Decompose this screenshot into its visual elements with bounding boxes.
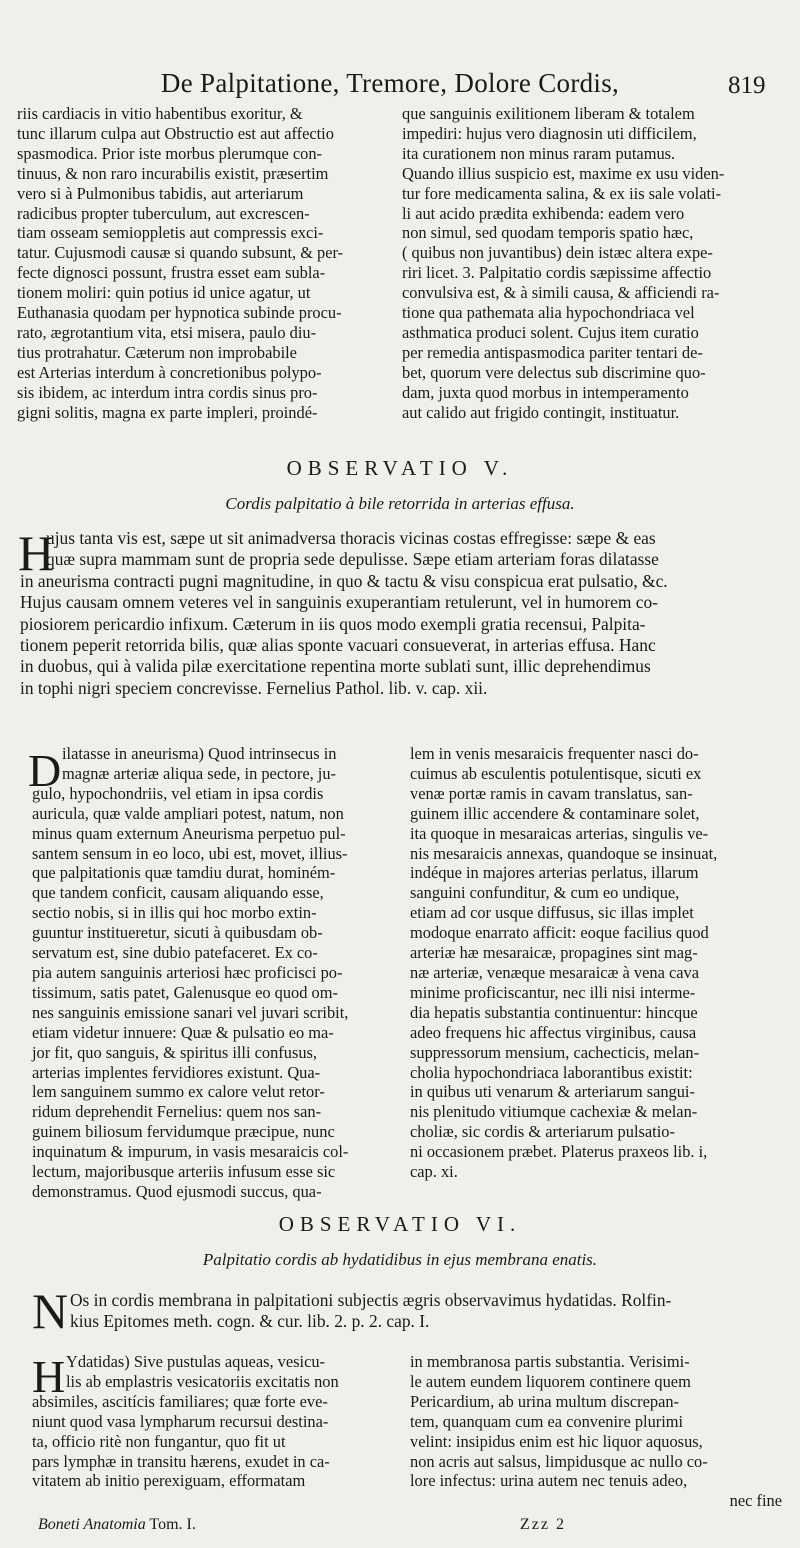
text-line: vero si à Pulmonibus tabidis, aut arteriarum xyxy=(17,183,304,203)
footer-volume: Tom. I. xyxy=(149,1516,196,1533)
text-line: tissimum, satis patet, Galenusque eo quod om- xyxy=(32,982,338,1002)
text-line: Euthanasia quodam per hypnotica subinde procu- xyxy=(17,303,342,323)
text-line: quæ supra mammam sunt de propria sede depulisse. Sæpe etiam arteriam foras dilatasse xyxy=(46,549,659,570)
text-line: servatum est, sine dubio patefaceret. Ex co- xyxy=(32,943,318,963)
text-line: ilatasse in aneurisma) Quod intrinsecus in xyxy=(62,744,337,763)
text-line: arterias implentes fervidiores existunt. Qua- xyxy=(32,1062,321,1082)
observation-6-subtitle: Palpitatio cordis ab hydatidibus in ejus membrana enatis. xyxy=(202,1250,598,1269)
text-line: tunc illarum culpa aut Obstructio est aut affectio xyxy=(17,123,334,143)
observation-5-title: OBSERVATIO V. xyxy=(286,456,514,480)
text-line: ujus tanta vis est, sæpe ut sit animadversa thoracis vicinas costas effregisse: sæpe & eas xyxy=(46,528,656,548)
text-line: fecte dignosci possunt, frustra esset eam subla- xyxy=(17,263,326,283)
text-line: in aneurisma contracti pugni magnitudine, in quo & tactu & visu conspicua erat pulsatio, &c. xyxy=(20,570,668,591)
text-line: impediri: hujus vero diagnosin uti difficilem, xyxy=(402,123,697,143)
text-line: ta, officio ritè non fungantur, quo fit ut xyxy=(32,1431,286,1451)
footer-signature-left xyxy=(38,1516,196,1534)
text-line: radicibus propter tuberculum, aut excrescen- xyxy=(17,203,310,223)
text-line: in membranosa partis substantia. Verisimi- xyxy=(410,1352,690,1371)
observation-6-right-column xyxy=(410,1352,782,1511)
observation-6-intro xyxy=(70,1290,780,1333)
text-line: indéque in majores arterias perlatus, illarum xyxy=(410,863,699,883)
text-line: est Arterias interdum à concretionibus polypo- xyxy=(17,362,322,382)
text-line: riis cardiacis in vitio habentibus exoritur, & xyxy=(17,104,303,123)
text-line: tatur. Cujusmodi causæ si quando subsunt, & per- xyxy=(17,243,344,263)
text-line: etiam videtur innuere: Quæ & pulsatio eo ma- xyxy=(32,1022,334,1042)
text-line: pia autem sanguinis arteriosi hæc proficisci po- xyxy=(32,962,343,982)
text-line: magnæ arteriæ aliqua sede, in pectore, ju- xyxy=(62,763,336,783)
text-line: pars lymphæ in transitu hærens, exudet in ca- xyxy=(32,1451,330,1471)
text-line: tinuus, & non raro incurabilis existit, præsertim xyxy=(17,163,329,183)
drop-cap: H xyxy=(18,525,55,581)
scholion-right-column xyxy=(410,744,782,1182)
text-line: dam, juxta quod morbus in intemperamento xyxy=(402,382,689,402)
text-line: vitatem ab initio perexiguam, efformatam xyxy=(32,1471,306,1491)
text-line: tur fore medicamenta salina, & ex iis sale volati- xyxy=(402,183,722,203)
text-line: cuimus ab esculentis potulentisque, sicuti ex xyxy=(410,763,702,783)
observation-5-text xyxy=(18,525,780,699)
text-line: dia hepatis substantia continuentur: hincque xyxy=(410,1002,698,1022)
observation-6-left-column xyxy=(32,1352,394,1491)
text-line: ridum deprehendit Fernelius: quem nos san- xyxy=(32,1102,322,1122)
observation-5-subtitle: Cordis palpitatio à bile retorrida in arterias effusa. xyxy=(225,494,575,513)
text-line: piosiorem pericardio infixum. Cæterum in iis quos modo exempli gratia recensui, Palpita- xyxy=(20,613,646,634)
text-line: tiam osseam semioppletis aut compressis exci- xyxy=(17,223,324,243)
text-line: Os in cordis membrana in palpitationi subjectis ægris observavimus hydatidas. Rolfin- xyxy=(70,1290,672,1310)
text-line: lectum, majoribusque arteriis infusum esse sic xyxy=(32,1162,336,1182)
text-line: in quibus uti venarum & arteriarum sangui- xyxy=(410,1082,695,1102)
text-line: suppressorum mensium, cachecticis, melan- xyxy=(410,1042,700,1062)
text-line: ita quoque in mesaraicas arterias, singulis ve- xyxy=(410,823,709,843)
text-line: cap. xi. xyxy=(410,1162,458,1182)
text-line: guuntur institueretur, sicuti à quibusdam ob- xyxy=(32,923,323,943)
text-line: lis ab emplastris vesicatoriis excitatis non xyxy=(66,1371,339,1391)
text-line: sectio nobis, si in illis qui hoc morbo extin- xyxy=(32,903,317,923)
text-line: Ydatidas) Sive pustulas aqueas, vesicu- xyxy=(66,1352,326,1371)
text-line: li aut acido prædita exhibenda: eadem vero xyxy=(402,203,685,223)
text-line: non simul, sed quodam temporis spatio hæc, xyxy=(402,223,694,243)
text-line: absimiles, ascitícis familiares; quæ forte eve- xyxy=(32,1391,328,1411)
text-line: nis mesaraicis annexas, quandoque se insinuat, xyxy=(410,843,718,863)
text-line: sis ibidem, ac interdum intra cordis sinus pro- xyxy=(17,382,318,402)
text-line: riri licet. 3. Palpitatio cordis sæpissime affectio xyxy=(402,263,712,283)
text-line: minime proficiscantur, nec illi nisi interme- xyxy=(410,982,696,1002)
text-line: auricula, quæ valde ampliari potest, natum, non xyxy=(32,803,344,823)
text-line: næ arteriæ, venæque mesaraicæ à vena cava xyxy=(410,962,699,982)
text-line: guinem biliosum fervidumque præcipue, nunc xyxy=(32,1122,335,1142)
observation-6-title: OBSERVATIO VI. xyxy=(278,1212,522,1236)
text-line: jor fit, quo sanguis, & spiritus illi confusus, xyxy=(32,1042,318,1062)
text-line: Pericardium, ab urina multum discrepan- xyxy=(410,1391,679,1411)
text-line: convulsiva est, & à simili causa, & afficiendi ra- xyxy=(402,283,720,303)
text-line: per remedia antispasmodica pariter tentari de- xyxy=(402,342,703,362)
text-line: in tophi nigri speciem concrevisse. Fernelius Pathol. lib. v. cap. xii. xyxy=(20,677,488,698)
text-line: minus quam externum Aneurisma perpetuo pul- xyxy=(32,823,346,843)
text-line: inquinatum & impurum, in vasis mesaraicis col- xyxy=(32,1142,349,1162)
text-line: tione qua pathemata alia hypochondriaca vel xyxy=(402,303,695,323)
text-line: Hujus causam omnem veteres vel in sanguinis exuperantiam retulerunt, vel in humorem co- xyxy=(20,592,658,613)
text-line: que sanguinis exilitionem liberam & totalem xyxy=(402,104,695,123)
text-line: velint: insipidus enim est hic liquor aquosus, xyxy=(410,1431,703,1451)
text-line: cholia hypochondriaca laborantibus existit: xyxy=(410,1062,693,1082)
text-line: etiam ad cor usque diffusus, sic illas implet xyxy=(410,903,694,923)
text-line: ita curationem non minus raram putamus. xyxy=(402,143,676,163)
running-title: De Palpitatione, Tremore, Dolore Cordis, xyxy=(160,68,620,98)
text-line: tionem peperit retorrida bilis, quæ alias sponte vacuari consueverat, in arterias effusa. Hanc xyxy=(20,635,656,656)
text-line: demonstramus. Quod ejusmodi succus, qua- xyxy=(32,1181,322,1201)
page-number: 819 xyxy=(728,72,766,99)
text-line: tius protrahatur. Cæterum non improbabile xyxy=(17,342,297,362)
drop-cap: H xyxy=(32,1351,66,1402)
text-line: gulo, hypochondriis, vel etiam in ipsa cordis xyxy=(32,783,324,803)
text-line: aut calido aut frigido contingit, instituatur. xyxy=(402,402,680,422)
text-line: venæ portæ ramis in cavam translatus, san- xyxy=(410,783,693,803)
text-line: choliæ, sic cordis & arteriarum pulsatio- xyxy=(410,1122,675,1142)
text-line: bet, quorum vere delectus sub discrimine quo- xyxy=(402,362,706,382)
text-line: lore infectus: urina autem nec tenuis adeo, xyxy=(410,1471,688,1491)
text-line: ( quibus non juvantibus) dein istæc altera expe- xyxy=(402,243,713,263)
text-line: lem sanguinem summo ex calore velut retor- xyxy=(32,1082,325,1102)
drop-cap: D xyxy=(28,745,62,796)
text-line: in duobus, qui à valida pilæ exercitatione repentina morte sublati sunt, illic deprehendimus xyxy=(20,656,651,677)
footer-signature-mark: Zzz 2 xyxy=(520,1516,566,1533)
text-line: nis plenitudo vitiumque cachexiæ & melan- xyxy=(410,1102,698,1122)
text-line: arteriæ hæ mesaraicæ, propagines sint mag- xyxy=(410,943,698,963)
text-line: Quando illius suspicio est, maxime ex usu viden- xyxy=(402,163,725,183)
text-line: spasmodica. Prior iste morbus plerumque con- xyxy=(17,143,322,163)
top-left-column xyxy=(17,104,387,423)
text-line: nec fine xyxy=(729,1491,782,1511)
text-line: santem sensum in eo loco, ubi est, movet, illius- xyxy=(32,843,348,863)
text-line: rato, ægrotantium vita, etsi misera, paulo diu- xyxy=(17,322,317,342)
text-line: que palpitationis quæ tamdiu durat, hominém- xyxy=(32,863,336,883)
scholion-left-column xyxy=(32,744,390,1202)
text-line: ni occasionem præbet. Platerus praxeos lib. i, xyxy=(410,1142,708,1162)
text-line: adeo frequens hic affectus virginibus, causa xyxy=(410,1022,697,1042)
text-line: que tandem conficit, causam aliquando esse, xyxy=(32,883,324,903)
text-line: modoque enarrato afficit: eoque facilius quod xyxy=(410,923,709,943)
text-line: gigni solitis, magna ex parte impleri, proindé- xyxy=(17,402,318,422)
text-line: sanguini confunditur, & cum eo undique, xyxy=(410,883,680,903)
text-line: le autem eundem liquorem continere quem xyxy=(410,1371,691,1391)
text-line: lem in venis mesaraicis frequenter nasci do- xyxy=(410,744,699,763)
text-line: asthmatica produci solent. Cujus item curatio xyxy=(402,322,699,342)
footer-book-title: Boneti Anatomia xyxy=(38,1516,146,1533)
text-line: non acris aut salsus, limpidusque ac nullo co- xyxy=(410,1451,708,1471)
drop-cap: N xyxy=(32,1283,69,1339)
text-line: guinem illic accendere & contaminare solet, xyxy=(410,803,700,823)
text-line: kius Epitomes meth. cogn. & cur. lib. 2. p. 2. cap. I. xyxy=(70,1311,430,1332)
top-right-column xyxy=(402,104,774,423)
text-line: tem, quanquam cum ea convenire plurimi xyxy=(410,1411,684,1431)
text-line: tionem moliri: quin potius id unice agatur, ut xyxy=(17,283,311,303)
text-line: nes sanguinis emissione sanari vel juvari scribit, xyxy=(32,1002,349,1022)
text-line: niunt quod vasa lympharum recursui destina- xyxy=(32,1411,329,1431)
